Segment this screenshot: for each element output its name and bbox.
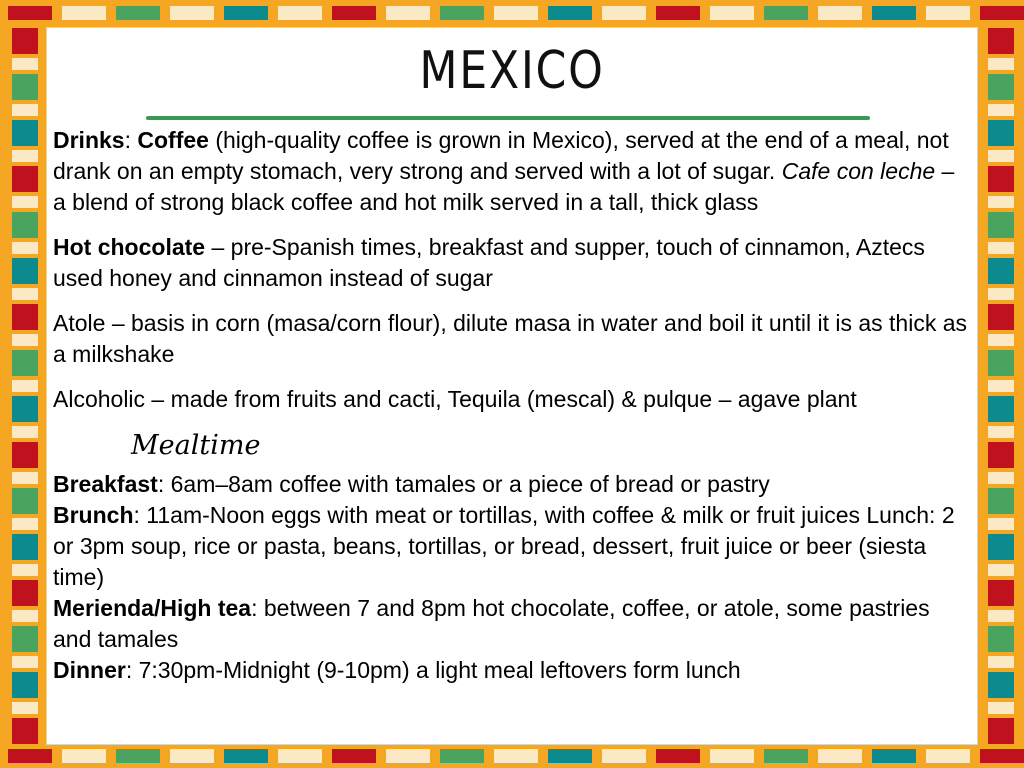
border-tile	[988, 718, 1014, 744]
border-tile	[980, 6, 1024, 20]
breakfast-label: Breakfast	[53, 471, 158, 497]
border-tile	[12, 150, 38, 162]
border-tile	[988, 656, 1014, 668]
title-divider	[146, 116, 870, 120]
brunch-label: Brunch	[53, 502, 134, 528]
border-tile	[988, 396, 1014, 422]
border-tile	[494, 6, 538, 20]
border-tile	[8, 749, 52, 763]
merienda-label: Merienda/High tea	[53, 595, 252, 621]
hot-chocolate-paragraph	[53, 232, 968, 294]
border-tile	[764, 6, 808, 20]
content-panel	[46, 27, 978, 745]
border-tile	[12, 258, 38, 284]
border-tile	[988, 380, 1014, 392]
hot-chocolate-text: – pre-Spanish times, breakfast and supper, touch of cinnamon, Aztecs used honey and cinnamon instead of sugar	[53, 234, 925, 291]
breakfast-text: : 6am–8am coffee with tamales or a piece of bread or pastry	[157, 471, 770, 497]
border-tile	[988, 350, 1014, 376]
cafe-con-leche-text: – a blend of strong black coffee and hot milk served in a tall, thick glass	[53, 158, 955, 215]
border-tile	[12, 104, 38, 116]
border-tile	[12, 626, 38, 652]
border-tile	[602, 749, 646, 763]
border-tile	[988, 580, 1014, 606]
border-tile	[12, 488, 38, 514]
border-tile	[872, 749, 916, 763]
border-tile	[278, 6, 322, 20]
border-tile	[12, 166, 38, 192]
drinks-label: Drinks	[53, 127, 125, 153]
brunch-text: : 11am-Noon eggs with meat or tortillas, with coffee & milk or fruit juices Lunch: 2 or 3pm soup, rice or pasta, beans, tortillas, or bread, dessert, fruit juice or beer (siesta time)	[53, 502, 955, 590]
border-tile	[988, 58, 1014, 70]
border-tile	[988, 242, 1014, 254]
border-tile	[12, 212, 38, 238]
border-tile	[12, 380, 38, 392]
border-tile	[988, 610, 1014, 622]
border-tile	[12, 718, 38, 744]
border-tile	[12, 426, 38, 438]
border-tile	[170, 749, 214, 763]
border-tile	[988, 304, 1014, 330]
alcoholic-paragraph: Alcoholic – made from fruits and cacti, Tequila (mescal) & pulque – agave plant	[53, 386, 857, 412]
border-tile	[332, 749, 376, 763]
border-tile	[548, 6, 592, 20]
border-tile	[988, 564, 1014, 576]
breakfast-line	[53, 469, 968, 500]
border-tile	[988, 488, 1014, 514]
border-tile	[818, 749, 862, 763]
border-tile	[988, 672, 1014, 698]
border-tile	[12, 442, 38, 468]
border-tile	[12, 288, 38, 300]
cafe-con-leche-label: Cafe con leche	[781, 158, 936, 184]
border-tile	[710, 749, 754, 763]
border-tile	[12, 396, 38, 422]
border-tile	[764, 749, 808, 763]
border-tile	[12, 74, 38, 100]
border-tile	[386, 6, 430, 20]
border-tile	[988, 534, 1014, 560]
border-tile	[440, 749, 484, 763]
border-tile	[62, 749, 106, 763]
border-tile	[656, 6, 700, 20]
border-tile	[170, 6, 214, 20]
border-tile	[988, 518, 1014, 530]
coffee-label: Coffee	[137, 127, 209, 153]
coffee-text: (high-quality coffee is grown in Mexico), served at the end of a meal, not drank on an empty stomach, very strong and served with a lot of sugar.	[53, 127, 949, 184]
border-tile	[224, 749, 268, 763]
border-tile	[494, 749, 538, 763]
border-tile	[12, 242, 38, 254]
border-tile	[988, 74, 1014, 100]
border-tile	[12, 534, 38, 560]
border-tile	[548, 749, 592, 763]
border-tile	[988, 626, 1014, 652]
border-tile	[988, 258, 1014, 284]
border-tile	[980, 749, 1024, 763]
border-tile	[12, 656, 38, 668]
border-tile	[602, 6, 646, 20]
border-tile	[988, 472, 1014, 484]
border-tile	[926, 749, 970, 763]
border-tile	[988, 426, 1014, 438]
border-tile	[332, 6, 376, 20]
border-tile	[12, 580, 38, 606]
border-tile	[12, 564, 38, 576]
border-tile	[8, 6, 52, 20]
atole-paragraph: Atole – basis in corn (masa/corn flour), dilute masa in water and boil it until it is as thick as a milkshake	[53, 310, 968, 367]
drinks-paragraph: Drinks: Coffee (high-quality coffee is grown in Mexico), served at the end of a meal, not drank on an empty stomach, very strong and served with a lot of sugar. Cafe con leche – a blend of strong black coffee and hot milk served in a tall, thick glass	[53, 127, 955, 215]
dinner-line	[53, 655, 968, 686]
border-tile	[62, 6, 106, 20]
border-tile	[12, 120, 38, 146]
border-tile	[988, 334, 1014, 346]
border-tile	[12, 58, 38, 70]
mealtime-heading: Mealtime	[131, 430, 261, 461]
border-tile	[988, 442, 1014, 468]
slide-body	[53, 125, 968, 686]
border-tile	[12, 334, 38, 346]
border-tile	[988, 166, 1014, 192]
border-tile	[116, 749, 160, 763]
border-tile	[988, 150, 1014, 162]
border-tile	[926, 6, 970, 20]
merienda-line	[53, 593, 968, 655]
brunch-line	[53, 500, 968, 593]
border-tile	[12, 350, 38, 376]
border-tile	[988, 196, 1014, 208]
border-tile	[440, 6, 484, 20]
border-tile	[988, 288, 1014, 300]
slide-title: MEXICO	[419, 41, 605, 101]
merienda-text: : between 7 and 8pm hot chocolate, coffee, or atole, some pastries and tamales	[53, 595, 930, 652]
border-tile	[12, 610, 38, 622]
border-tile	[12, 518, 38, 530]
border-tile	[12, 672, 38, 698]
border-tile	[12, 196, 38, 208]
border-tile	[116, 6, 160, 20]
border-tile	[12, 472, 38, 484]
hot-chocolate-label: Hot chocolate	[53, 234, 206, 260]
dinner-label: Dinner	[53, 657, 126, 683]
border-tile	[710, 6, 754, 20]
border-tile	[988, 212, 1014, 238]
border-tile	[988, 120, 1014, 146]
border-tile	[988, 702, 1014, 714]
border-tile	[12, 28, 38, 54]
border-tile	[656, 749, 700, 763]
border-tile	[988, 104, 1014, 116]
border-tile	[12, 304, 38, 330]
border-tile	[988, 28, 1014, 54]
border-tile	[386, 749, 430, 763]
border-tile	[224, 6, 268, 20]
border-tile	[818, 6, 862, 20]
dinner-text: : 7:30pm-Midnight (9-10pm) a light meal leftovers form lunch	[125, 657, 741, 683]
border-tile	[12, 702, 38, 714]
border-tile	[278, 749, 322, 763]
border-tile	[872, 6, 916, 20]
